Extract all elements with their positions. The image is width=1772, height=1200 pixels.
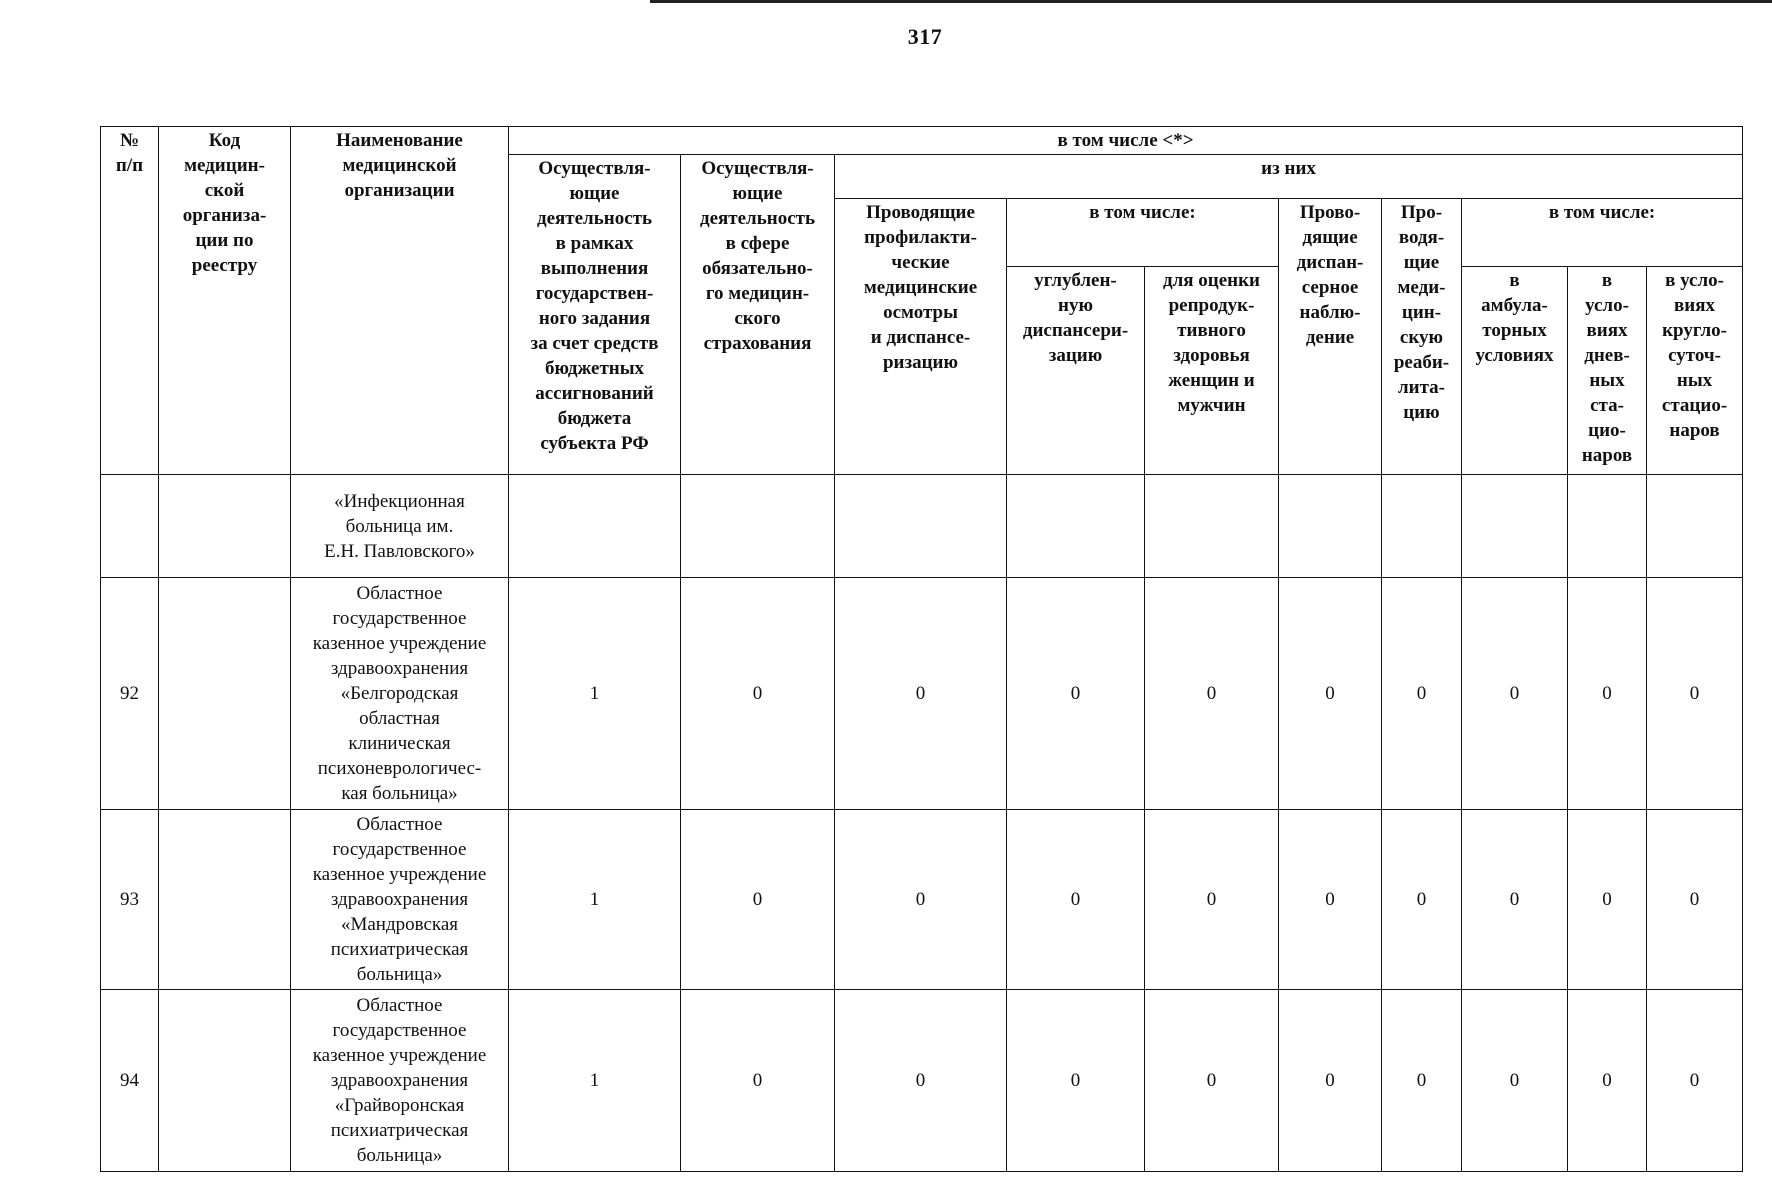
header-repro: для оценки репродук- тивного здоровья женщин и мужчин [1145,267,1279,475]
header-deep: углублен- ную диспансери- зацию [1007,267,1145,475]
row-value: 0 [1145,578,1279,810]
row-value: 0 [1462,578,1568,810]
row-value: 0 [1007,810,1145,990]
row-value: 0 [1145,810,1279,990]
header-code: Код медицин- ской организа- ции по реестру [159,127,291,475]
row-value: 0 [1647,578,1743,810]
row-num: 93 [101,810,159,990]
row-value [509,475,681,578]
row-value: 0 [681,990,835,1172]
row-value [681,475,835,578]
row-name: Областное государственное казенное учреждение здравоохранения «Мандровская психиатрическая больница» [291,810,509,990]
header-including-b: в том числе: [1462,199,1743,267]
row-value: 0 [1007,578,1145,810]
table-row [101,475,1743,578]
row-value: 0 [835,578,1007,810]
row-value: 0 [1382,578,1462,810]
row-num: 94 [101,990,159,1172]
header-including-a: в том числе: [1007,199,1279,267]
row-value: 0 [1279,990,1382,1172]
row-value [1382,475,1462,578]
row-value [1462,475,1568,578]
row-value: 0 [1279,810,1382,990]
header-including: в том числе <*> [509,127,1743,155]
row-value: 0 [681,578,835,810]
row-value: 0 [835,810,1007,990]
row-code [159,578,291,810]
row-value: 0 [681,810,835,990]
medical-organizations-table [100,126,1743,1172]
row-value: 0 [1647,810,1743,990]
header-day: в усло- виях днев- ных ста- цио- наров [1568,267,1647,475]
header-amb: в амбула- торных условиях [1462,267,1568,475]
row-value: 0 [1462,990,1568,1172]
header-round: в усло- виях кругло- суточ- ных стацио- наров [1647,267,1743,475]
header-budget: Осуществля- ющие деятельность в рамках выполнения государствен- ного задания за счет средств бюджетных ассигнований бюджета субъекта РФ [509,155,681,475]
row-value: 1 [509,578,681,810]
row-name: Областное государственное казенное учреждение здравоохранения «Белгородская областная клиническая психоневрологичес- кая больница» [291,578,509,810]
header-dispensary: Прово- дящие диспан- серное наблю- дение [1279,199,1382,475]
row-value: 0 [1382,990,1462,1172]
row-value [1568,475,1647,578]
row-code [159,810,291,990]
row-name: Областное государственное казенное учреждение здравоохранения «Грайворонская психиатрическая больница» [291,990,509,1172]
row-value: 0 [1568,578,1647,810]
page-number: 317 [907,24,943,49]
row-value: 1 [509,990,681,1172]
row-value: 0 [835,990,1007,1172]
row-num: 92 [101,578,159,810]
row-value: 0 [1145,990,1279,1172]
row-value [1647,475,1743,578]
row-value [1007,475,1145,578]
row-value: 0 [1382,810,1462,990]
row-value: 0 [1568,990,1647,1172]
table-row [101,810,1743,990]
header-name: Наименование медицинской организации [291,127,509,475]
row-value [1279,475,1382,578]
row-value: 0 [1462,810,1568,990]
row-value: 0 [1647,990,1743,1172]
header-num: № п/п [101,127,159,475]
table-row [101,990,1743,1172]
row-value: 1 [509,810,681,990]
row-value [835,475,1007,578]
row-value: 0 [1568,810,1647,990]
row-value [1145,475,1279,578]
top-rule [650,0,1772,3]
header-rehab: Про- водя- щие меди- цин- скую реаби- лита- цию [1382,199,1462,475]
header-oms: Осуществля- ющие деятельность в сфере обязательно- го медицин- ского страхования [681,155,835,475]
header-prophylactic: Проводящие профилакти- ческие медицинские осмотры и диспансе- ризацию [835,199,1007,475]
row-num [101,475,159,578]
row-code [159,475,291,578]
row-name: «Инфекционная больница им. Е.Н. Павловского» [291,475,509,578]
table-row [101,578,1743,810]
header-of-them: из них [835,155,1743,199]
row-code [159,990,291,1172]
row-value: 0 [1007,990,1145,1172]
row-value: 0 [1279,578,1382,810]
